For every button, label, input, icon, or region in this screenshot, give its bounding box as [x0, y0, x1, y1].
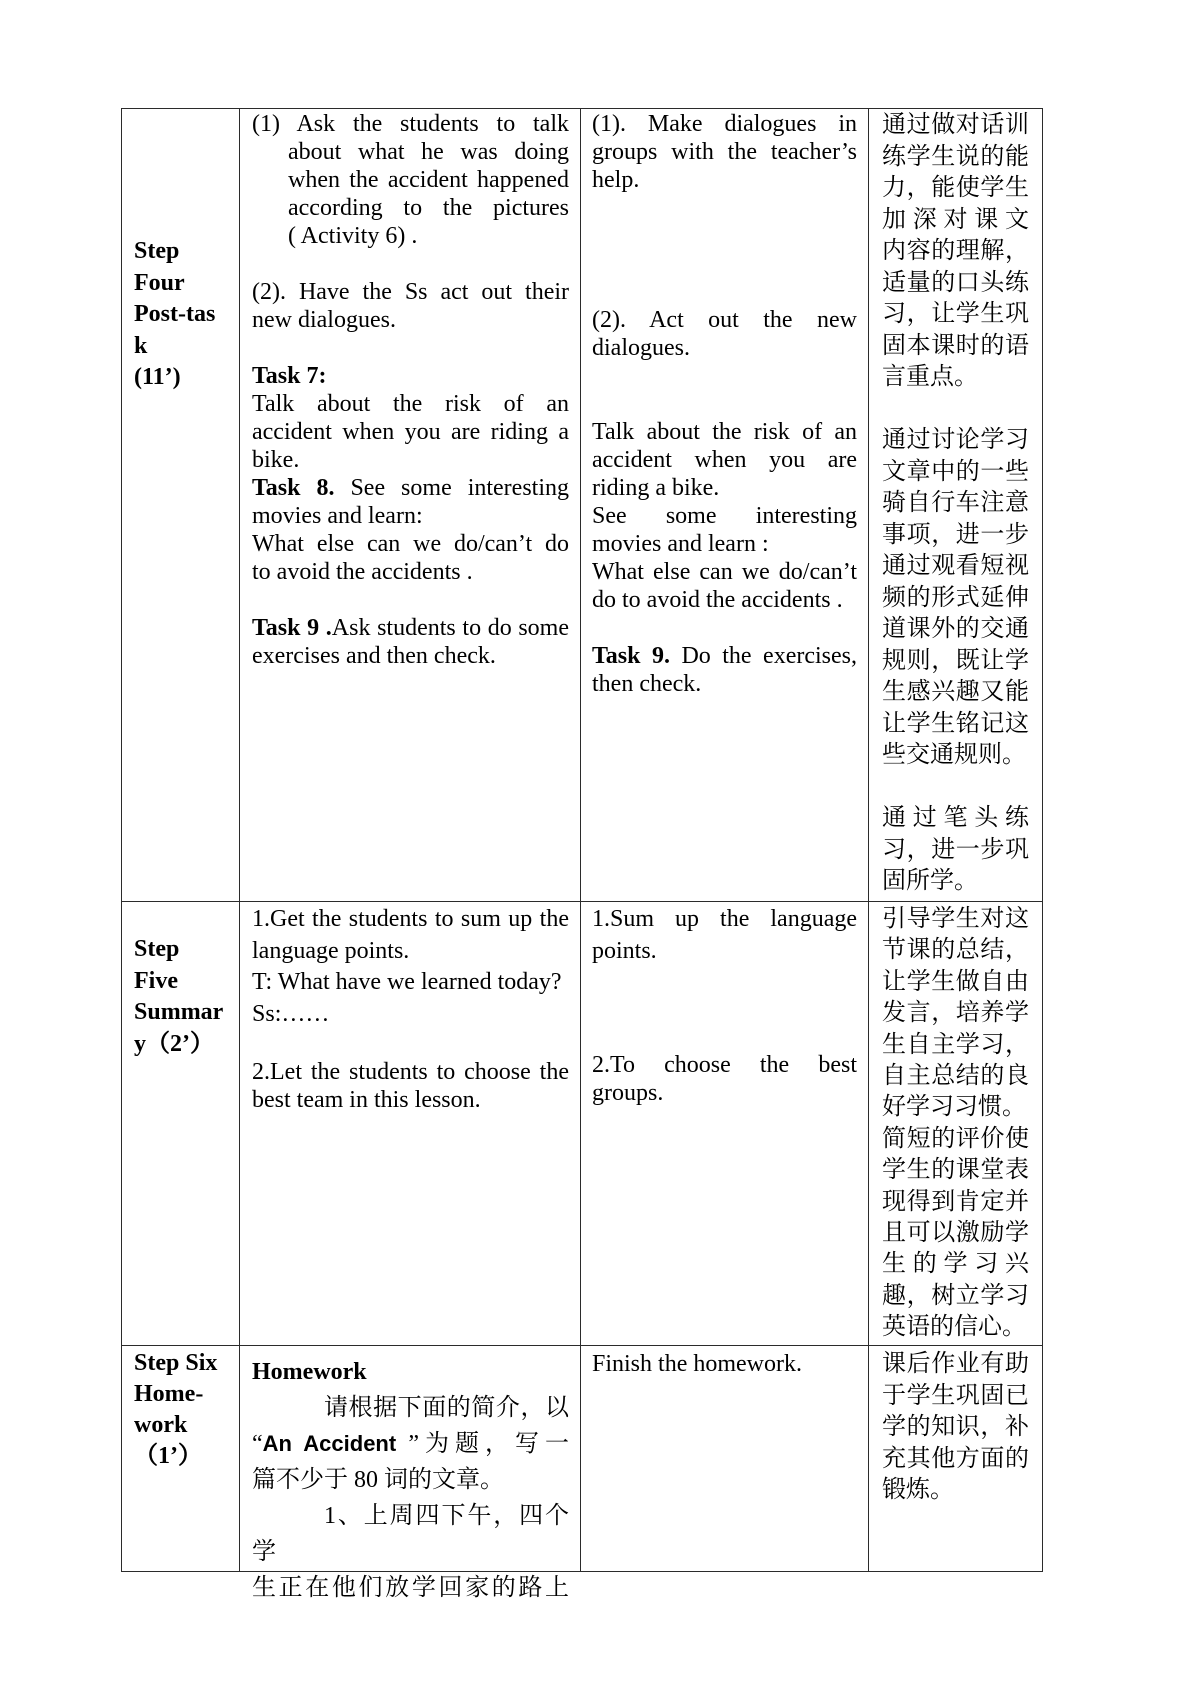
- text-line: 充其他方面的: [882, 1445, 1029, 1472]
- paragraph: [882, 904, 1029, 1124]
- text-line: 规则，既让学: [882, 647, 1029, 674]
- text-line: 加深对课文: [882, 206, 1029, 233]
- text-line: What else can we do/can’t do: [252, 531, 569, 557]
- blank-line: [592, 967, 857, 995]
- paragraph: [252, 362, 569, 390]
- step-label-line: Post-tas: [134, 301, 216, 327]
- text-line: groups.: [592, 1080, 664, 1106]
- text-line: 些交通规则。: [882, 742, 1026, 768]
- text-line: 节课的总结，: [882, 937, 1029, 964]
- blank-line: [252, 1030, 569, 1058]
- paragraph: [592, 502, 857, 558]
- text-line: ( Activity 6) .: [288, 223, 418, 249]
- blank-line: [592, 362, 857, 390]
- text-line: Talk about the risk of an: [252, 391, 569, 417]
- text-line: exercises and then check.: [252, 643, 496, 669]
- text-line: accident when you are: [592, 447, 857, 473]
- paragraph: [882, 110, 1029, 394]
- text-line: 学的知识，补: [882, 1414, 1029, 1440]
- student-activity-cell: [581, 109, 869, 902]
- emphasized-text: Homework: [252, 1359, 367, 1385]
- text-line: 言重点。: [882, 364, 978, 390]
- text-segment: “: [252, 1431, 263, 1457]
- paragraph: [592, 904, 857, 967]
- text-line: movies and learn :: [592, 531, 769, 557]
- step-label-line: Step Six: [134, 1350, 218, 1376]
- blank-line: [592, 250, 857, 278]
- text-line: 让学生铭记这: [882, 710, 1029, 737]
- text-line: See some interesting: [592, 503, 857, 529]
- text-line: 让学生做自由: [882, 968, 1029, 995]
- emphasized-text: An Accident: [262, 1431, 409, 1456]
- step-label-line: Four: [134, 269, 185, 296]
- blank-line: [592, 614, 857, 642]
- emphasized-text: Task 9 .: [252, 615, 332, 641]
- paragraph: [252, 110, 569, 250]
- paragraph: [592, 418, 857, 502]
- step-label-line: Step: [134, 238, 180, 264]
- step-label-line: （1’）: [134, 1443, 202, 1469]
- text-line: 1、上周四下午，四个学: [252, 1503, 569, 1565]
- step-label-line: Step: [134, 936, 180, 962]
- paragraph: [592, 306, 857, 362]
- step-label-line: Five: [134, 967, 178, 994]
- text-line: accident when you are riding a: [252, 419, 569, 445]
- text-line: (2). Act out the new: [592, 307, 857, 333]
- paragraph: [252, 1058, 569, 1114]
- text-line: 适量的口头练: [882, 269, 1029, 296]
- text-line: 且可以激励学: [882, 1220, 1029, 1247]
- text-line: 课后作业有助: [882, 1351, 1029, 1377]
- text-line: [252, 474, 569, 502]
- text-line: 发言，培养学: [882, 1000, 1029, 1027]
- text-line: [252, 614, 569, 642]
- teacher-activity-cell: [240, 1346, 581, 1601]
- student-activity-cell: [581, 902, 869, 1346]
- text-line: 2.To choose the best: [592, 1052, 857, 1078]
- step-cell: [122, 109, 240, 902]
- emphasized-text: Task 9.: [592, 643, 670, 669]
- blank-line: [592, 222, 857, 250]
- text-line: 英语的信心。: [882, 1314, 1026, 1341]
- text-line: new dialogues.: [252, 307, 396, 333]
- paragraph: [592, 558, 857, 614]
- paragraph: [252, 530, 569, 586]
- step-label-line: Summar: [134, 999, 224, 1025]
- step-cell: [122, 1346, 240, 1572]
- paragraph: [882, 425, 1029, 772]
- text-line: 频的形式延伸: [882, 584, 1029, 611]
- paragraph: [252, 1498, 569, 1606]
- text-line: 力，能使学生: [882, 175, 1029, 201]
- paragraph: [592, 1051, 857, 1107]
- text-line: (1). Make dialogues in: [592, 111, 857, 137]
- text-line: (1) Ask the students to talk: [252, 111, 569, 137]
- blank-line: [882, 772, 1029, 804]
- step-label-line: (11’): [134, 364, 181, 390]
- text-line: T: What have we learned today?: [252, 969, 562, 995]
- step-label-line: y（2’）: [134, 1030, 214, 1057]
- text-segment: Do the exercises,: [669, 643, 857, 669]
- text-line: 1.Sum up the language: [592, 906, 857, 932]
- text-line: 篇不少于 80 词的文章。: [252, 1467, 504, 1493]
- paragraph: [252, 999, 569, 1031]
- text-line: according to the pictures: [288, 195, 569, 221]
- text-line: riding a bike.: [592, 475, 720, 501]
- blank-line: [592, 390, 857, 418]
- text-line: 趣，树立学习: [882, 1282, 1029, 1309]
- text-line: 事项，进一步: [882, 521, 1029, 548]
- text-line: 于学生巩固已: [882, 1382, 1029, 1409]
- blank-line: [882, 394, 1029, 426]
- text-line: to avoid the accidents .: [252, 559, 473, 585]
- paragraph: [592, 642, 857, 698]
- step-cell: [122, 902, 240, 1346]
- text-line: [252, 1426, 569, 1462]
- lesson-table: [121, 108, 1043, 1601]
- text-segment: ”为题，写一: [408, 1431, 569, 1457]
- text-line: 简短的评价使: [882, 1125, 1029, 1152]
- text-line: Ss:……: [252, 1000, 330, 1027]
- text-line: [252, 1354, 569, 1390]
- paragraph: [252, 1354, 569, 1390]
- text-line: 习，进一步巩: [882, 836, 1029, 863]
- purpose-cell: [869, 109, 1043, 902]
- paragraph: [252, 967, 569, 999]
- purpose-cell: [869, 902, 1043, 1346]
- text-segment: Ask students to do some: [331, 615, 570, 641]
- text-line: 生感兴趣又能: [882, 679, 1029, 705]
- paragraph: [252, 278, 569, 334]
- text-line: then check.: [592, 671, 702, 697]
- text-line: 固本课时的语: [882, 332, 1029, 359]
- text-line: language points.: [252, 937, 410, 964]
- text-line: 2.Let the students to choose the: [252, 1059, 569, 1085]
- text-line: about what he was doing: [288, 139, 569, 165]
- student-activity-cell: [581, 1346, 869, 1572]
- text-line: 生的学习兴: [882, 1251, 1029, 1278]
- text-line: bike.: [252, 447, 300, 473]
- text-segment: See some interesting: [334, 475, 569, 501]
- text-line: groups with the teacher’s: [592, 139, 857, 165]
- text-line: 练学生说的能: [882, 143, 1029, 170]
- text-line: 好学习习惯。: [882, 1094, 1026, 1121]
- text-line: Talk about the risk of an: [592, 419, 857, 445]
- blank-line: [592, 194, 857, 222]
- text-line: [592, 642, 857, 670]
- paragraph: [252, 614, 569, 670]
- blank-line: [592, 995, 857, 1023]
- text-line: 通过做对话训: [882, 112, 1029, 138]
- text-line: 自主总结的良: [882, 1063, 1029, 1090]
- blank-line: [592, 278, 857, 306]
- step-label-line: work: [134, 1412, 188, 1438]
- text-line: 1.Get the students to sum up the: [252, 906, 569, 932]
- emphasized-text: Task 8.: [252, 475, 335, 501]
- text-line: best team in this lesson.: [252, 1087, 481, 1113]
- blank-line: [592, 1023, 857, 1051]
- paragraph: [252, 1390, 569, 1498]
- text-line: 请根据下面的简介，以: [324, 1395, 569, 1421]
- paragraph: [882, 803, 1029, 898]
- text-line: help.: [592, 167, 640, 193]
- text-line: dialogues.: [592, 335, 690, 361]
- paragraph: [252, 904, 569, 967]
- step-label-line: Home-: [134, 1381, 204, 1407]
- paragraph: [592, 110, 857, 194]
- paragraph: [592, 1350, 857, 1378]
- text-line: 现得到肯定并: [882, 1188, 1029, 1215]
- paragraph: [882, 1349, 1029, 1507]
- text-line: 生自主学习，: [882, 1031, 1029, 1058]
- teacher-activity-cell: [240, 902, 581, 1346]
- text-line: 锻炼。: [882, 1477, 954, 1503]
- text-line: 习，让学生巩: [882, 301, 1029, 327]
- text-line: do to avoid the accidents .: [592, 587, 843, 613]
- paragraph: [252, 474, 569, 530]
- text-line: 骑自行车注意: [882, 490, 1029, 516]
- text-line: 通过笔头练: [882, 805, 1029, 831]
- blank-line: [252, 586, 569, 614]
- text-line: 内容的理解，: [882, 238, 1029, 264]
- blank-line: [252, 334, 569, 362]
- emphasized-text: Task 7:: [252, 363, 327, 389]
- paragraph: [252, 390, 569, 474]
- text-line: 通过讨论学习: [882, 427, 1029, 453]
- text-line: (2). Have the Ss act out their: [252, 279, 569, 305]
- text-line: when the accident happened: [288, 167, 569, 193]
- text-line: What else can we do/can’t: [592, 559, 857, 585]
- text-line: 道课外的交通: [882, 616, 1029, 642]
- paragraph: [882, 1124, 1029, 1344]
- text-line: 通过观看短视: [882, 553, 1029, 579]
- step-label-line: k: [134, 332, 148, 359]
- text-line: movies and learn:: [252, 503, 423, 529]
- text-line: 固所学。: [882, 868, 978, 894]
- blank-line: [252, 250, 569, 278]
- text-line: 文章中的一些: [882, 458, 1029, 485]
- text-line: 学生的课堂表: [882, 1157, 1029, 1184]
- text-line: 引导学生对这: [882, 906, 1029, 932]
- text-line: points.: [592, 937, 657, 964]
- text-line: Finish the homework.: [592, 1351, 802, 1377]
- text-line: 生正在他们放学回家的路上: [252, 1575, 569, 1601]
- text-line: [252, 362, 569, 390]
- teacher-activity-cell: [240, 109, 581, 902]
- purpose-cell: [869, 1346, 1043, 1572]
